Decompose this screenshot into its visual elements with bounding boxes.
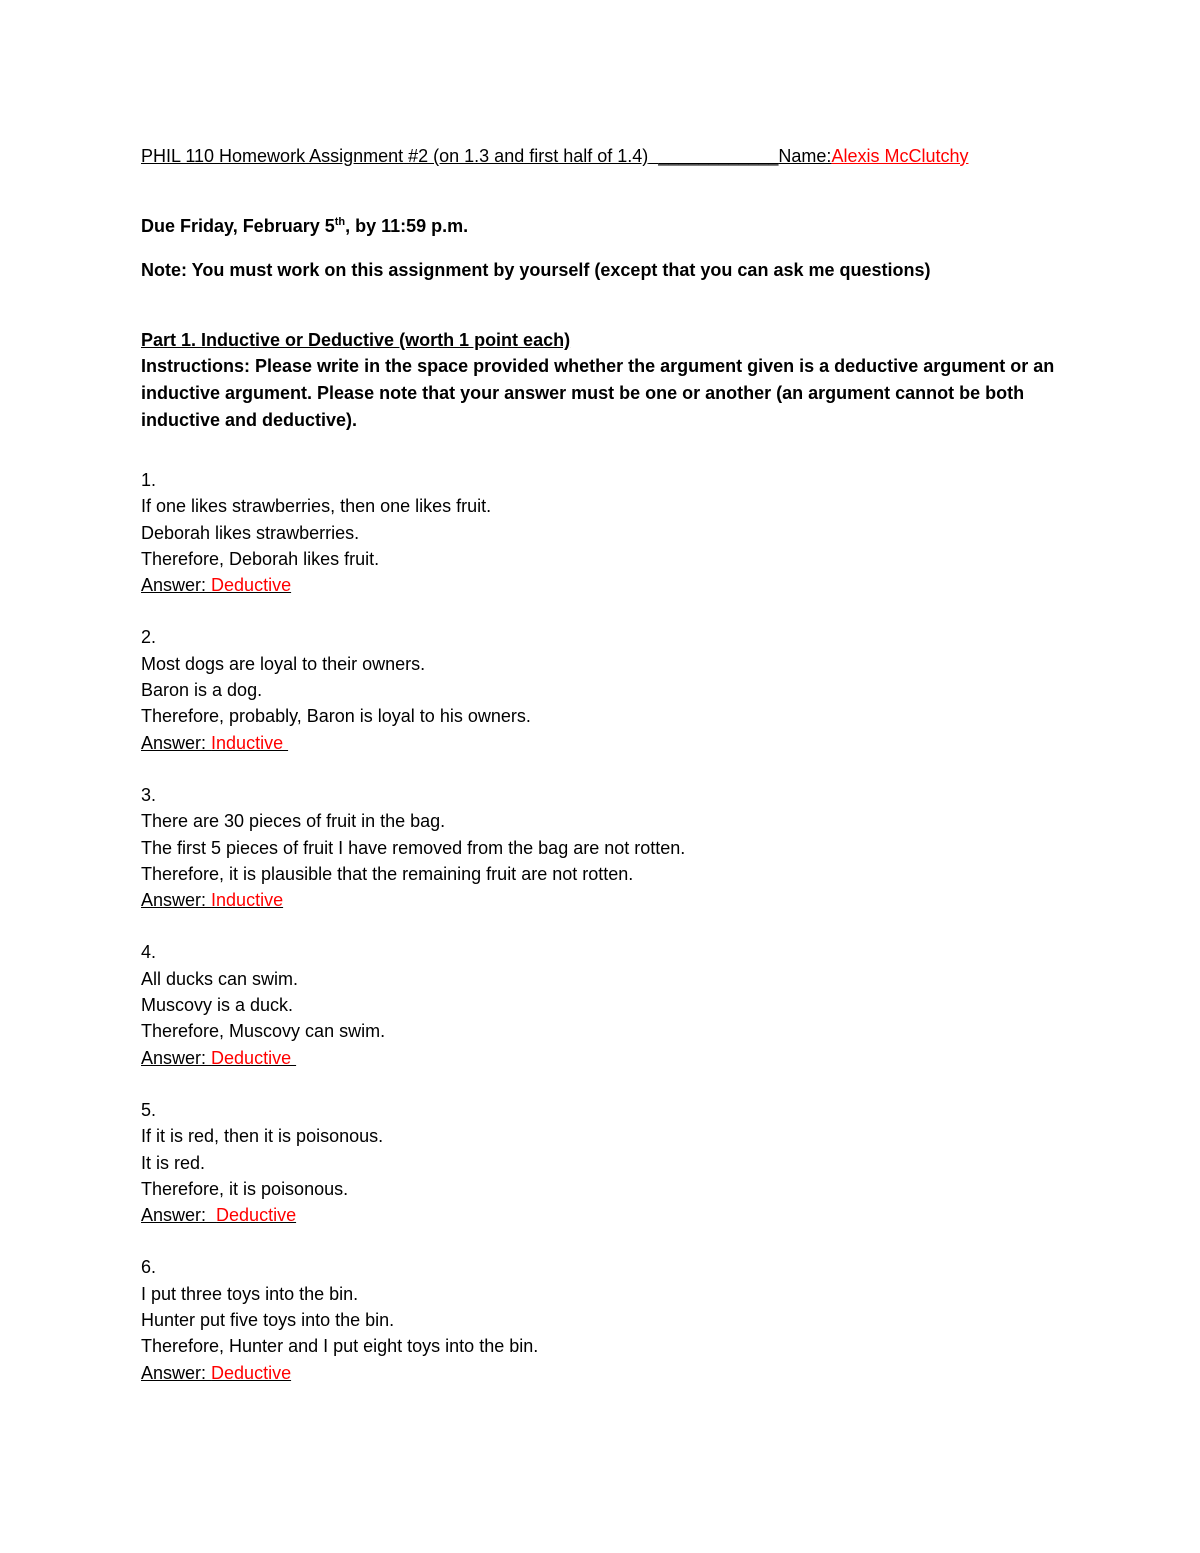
part-1-instructions: Instructions: Please write in the space provided whether the argument given is a deductive argument or an inductive argument. Please note that your answer must be one or another (an argument cannot be both inductive and deductive). — [141, 356, 1055, 430]
name-blank — [648, 146, 658, 166]
question-4 — [141, 939, 1061, 1070]
question-number: 6. — [141, 1257, 157, 1278]
premise: It is red. — [141, 1152, 206, 1173]
answer-line — [141, 730, 1061, 756]
course-title: PHIL 110 Homework Assignment #2 (on 1.3 and first half of 1.4) — [141, 146, 649, 166]
answer-label: Answer: — [141, 1205, 217, 1226]
part-1-title: Part 1. Inductive or Deductive (worth 1 point each) — [141, 330, 571, 350]
premise: Deborah likes strawberries. — [141, 522, 360, 543]
premise: If one likes strawberries, then one likes fruit. — [141, 496, 492, 517]
answer-value: Deductive — [211, 1362, 292, 1383]
question-list — [141, 467, 1061, 1386]
premise: The first 5 pieces of fruit I have removed from the bag are not rotten. — [141, 837, 686, 858]
question-1 — [141, 467, 1061, 598]
answer-line — [141, 1045, 1061, 1071]
question-3 — [141, 782, 1061, 913]
question-number: 5. — [141, 1099, 157, 1120]
due-date-prefix: Due Friday, February 5 — [141, 216, 335, 236]
due-date — [141, 213, 1061, 239]
premise: If it is red, then it is poisonous. — [141, 1126, 384, 1147]
name-label: Name: — [778, 146, 832, 166]
conclusion: Therefore, Deborah likes fruit. — [141, 548, 380, 569]
document-body — [141, 143, 1061, 1412]
answer-value: Inductive — [211, 732, 289, 753]
question-6 — [141, 1254, 1061, 1385]
answer-line — [141, 887, 1061, 913]
conclusion: Therefore, it is poisonous. — [141, 1178, 349, 1199]
due-date-superscript: th — [334, 216, 346, 228]
student-name: Alexis McClutchy — [831, 146, 969, 166]
assignment-header — [141, 143, 1061, 169]
answer-value: Deductive — [211, 1047, 297, 1068]
premise: Hunter put five toys into the bin. — [141, 1310, 395, 1331]
question-number: 1. — [141, 470, 157, 490]
answer-value: Deductive — [216, 1205, 297, 1226]
conclusion: Therefore, Hunter and I put eight toys into the bin. — [141, 1336, 539, 1357]
premise: Most dogs are loyal to their owners. — [141, 653, 426, 674]
answer-label: Answer: — [141, 1362, 212, 1383]
question-number: 3. — [141, 784, 157, 805]
conclusion: Therefore, probably, Baron is loyal to his owners. — [141, 706, 531, 727]
answer-label: Answer: — [141, 1047, 212, 1068]
answer-line — [141, 1202, 1061, 1228]
question-number: 4. — [141, 942, 157, 963]
answer-label: Answer: — [141, 732, 212, 753]
premise: Baron is a dog. — [141, 680, 263, 701]
question-5 — [141, 1097, 1061, 1228]
premise: Muscovy is a duck. — [141, 995, 294, 1016]
name-blank-line: ____________ — [658, 146, 779, 166]
conclusion: Therefore, it is plausible that the remaining fruit are not rotten. — [141, 863, 634, 884]
premise: There are 30 pieces of fruit in the bag. — [141, 811, 446, 832]
premise: All ducks can swim. — [141, 968, 299, 989]
due-date-suffix: , by 11:59 p.m. — [345, 216, 469, 236]
answer-value: Inductive — [211, 890, 284, 911]
answer-line — [141, 572, 1061, 598]
answer-label: Answer: — [141, 890, 212, 911]
answer-label: Answer: — [141, 575, 212, 596]
answer-value: Deductive — [211, 575, 292, 596]
note-text: Note: You must work on this assignment by yourself (except that you can ask me questions) — [141, 260, 931, 280]
question-number: 2. — [141, 627, 157, 648]
answer-line — [141, 1360, 1061, 1386]
question-2 — [141, 624, 1061, 755]
premise: I put three toys into the bin. — [141, 1283, 359, 1304]
conclusion: Therefore, Muscovy can swim. — [141, 1021, 386, 1042]
